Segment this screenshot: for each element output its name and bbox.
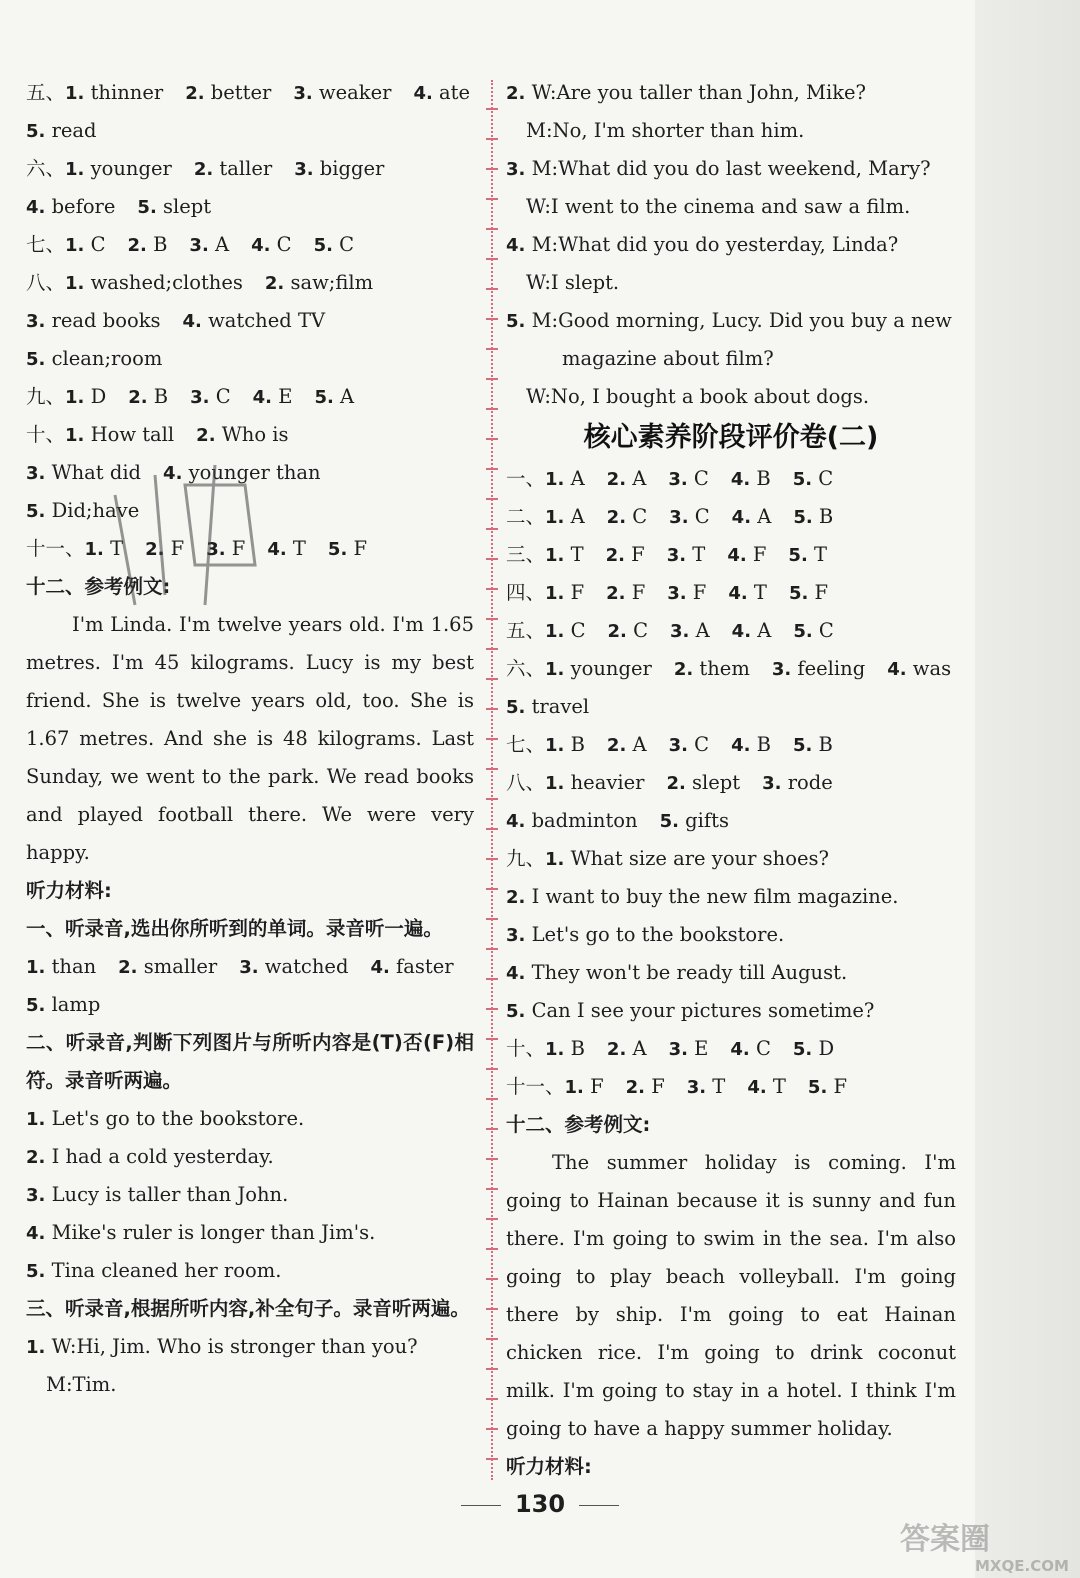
answer-text: A (333, 385, 355, 408)
sentence-line (506, 992, 956, 1030)
item-number: 2. (606, 735, 627, 756)
answer-text: ate (432, 81, 471, 104)
item-number: 3. (206, 539, 226, 560)
question-prefix: 四、 (506, 581, 546, 604)
answer-text: C (84, 233, 106, 256)
item-number: 5. (313, 235, 333, 256)
answer-line (506, 460, 956, 498)
answer-text: E (687, 1037, 709, 1060)
item-number: 1. (564, 1077, 584, 1098)
item-number: 2. (666, 773, 686, 794)
answer-text: A (689, 619, 710, 642)
question-prefix: 十一、 (26, 537, 85, 560)
item-number: 2. (264, 273, 285, 294)
item-number: 3. (239, 957, 259, 978)
sentence-text: Let's go to the bookstore. (45, 1107, 305, 1130)
item-number: 1. (545, 583, 565, 604)
watermark-logo (880, 1515, 1070, 1575)
answer-text: F (583, 1075, 604, 1098)
sentence-text: Lucy is taller than John. (45, 1183, 289, 1206)
answer-text: F (827, 1075, 848, 1098)
item-number: 3. (668, 469, 688, 490)
item-number: 4. (506, 811, 526, 832)
sentence-text: What size are your shoes? (570, 847, 829, 870)
item-number: 5. (788, 545, 808, 566)
item-number: 4. (730, 1039, 750, 1060)
answer-text: was (906, 657, 952, 680)
dialogue-line: W:No, I bought a book about dogs. (526, 385, 870, 408)
answer-line (26, 948, 474, 986)
sentence-text: I want to buy the new film magazine. (531, 885, 899, 908)
item-number: 4. (728, 583, 748, 604)
item-number: 2. (193, 159, 214, 180)
answer-text: F (746, 543, 767, 566)
dialogue-text: W:Hi, Jim. Who is stronger than you? (51, 1335, 418, 1358)
item-number: 2. (145, 539, 165, 560)
item-number: 1. (545, 735, 565, 756)
item-number: 2. (506, 83, 526, 104)
item-number: 4. (182, 311, 202, 332)
answer-text: T (686, 543, 706, 566)
answer-text: F (164, 537, 185, 560)
answer-line (26, 226, 474, 264)
page-edge-shadow (975, 0, 1080, 1578)
answer-line (506, 498, 956, 536)
item-number: 3. (686, 1077, 707, 1098)
sample-essay-heading: 十二、参考例文: (26, 575, 171, 598)
item-number: 4. (731, 621, 752, 642)
question-prefix: 六、 (26, 157, 66, 180)
question-prefix: 三、 (506, 543, 546, 566)
answer-text: slept (685, 771, 741, 794)
answer-line (506, 650, 956, 688)
question-prefix: 七、 (26, 233, 66, 256)
answer-text: than (45, 955, 97, 978)
item-number: 3. (666, 545, 687, 566)
answer-text: badminton (525, 809, 638, 832)
answer-text: B (750, 733, 771, 756)
item-number: 4. (506, 963, 526, 984)
item-number: 5. (137, 197, 157, 218)
question-prefix: 八、 (506, 771, 546, 794)
dialogue-line (506, 150, 956, 188)
answer-text: before (45, 195, 116, 218)
answer-text: D (812, 1037, 835, 1060)
watermark-url: MXQE.COM (975, 1557, 1069, 1575)
item-number: 5. (659, 811, 679, 832)
item-number: 1. (545, 621, 565, 642)
answer-text: thinner (84, 81, 164, 104)
item-number: 5. (792, 1039, 813, 1060)
answer-text: F (686, 581, 707, 604)
item-number: 2. (606, 583, 626, 604)
handwritten-mark (95, 455, 275, 615)
sentence-line (506, 954, 956, 992)
answer-text: How tall (84, 423, 175, 446)
item-number: 5. (26, 349, 46, 370)
question-prefix: 五、 (26, 81, 66, 104)
answer-line (506, 612, 956, 650)
watermark-brand: 答案圈 (900, 1522, 990, 1557)
answer-text: C (626, 619, 649, 642)
sample-essay-heading: 十二、参考例文: (506, 1113, 651, 1136)
answer-text: A (751, 619, 772, 642)
answer-line (26, 378, 474, 416)
answer-text: faster (389, 955, 454, 978)
column-divider (491, 80, 493, 1480)
item-number: 2. (605, 545, 625, 566)
item-number: 5. (26, 121, 46, 142)
listening-heading: 听力材料: (506, 1455, 592, 1478)
item-number: 5. (26, 1261, 46, 1282)
answer-line (26, 74, 474, 112)
sentence-line (26, 1214, 474, 1252)
item-number: 2. (506, 887, 526, 908)
answer-text: washed;clothes (84, 271, 243, 294)
item-number: 3. (26, 311, 46, 332)
item-number: 5. (506, 1001, 526, 1022)
answer-line (506, 1068, 956, 1106)
answer-line (26, 188, 474, 226)
question-prefix: 九、 (506, 847, 546, 870)
answer-line (26, 264, 474, 302)
answer-text: C (270, 233, 292, 256)
answer-text: T (747, 581, 767, 604)
item-number: 1. (65, 273, 85, 294)
item-number: 1. (545, 659, 565, 680)
dialogue-line (506, 302, 956, 340)
item-number: 2. (118, 957, 138, 978)
sentence-line (26, 1138, 474, 1176)
item-number: 1. (545, 1039, 565, 1060)
item-number: 3. (771, 659, 792, 680)
answer-text: gifts (678, 809, 729, 832)
sample-essay: I'm Linda. I'm twelve years old. I'm 1.65 metres. I'm 45 kilograms. Lucy is my best friend. She is twelve years old, too. She is 1.67 metres. And she is 48 kilograms. Last Sunday, we went to the park. We read books and played football there. We were very happy. (26, 613, 474, 864)
answer-text: T (766, 1075, 786, 1098)
item-number: 4. (727, 545, 747, 566)
item-number: 2. (606, 507, 627, 528)
sentence-line (506, 916, 956, 954)
answer-text: F (624, 543, 645, 566)
answer-text: younger (84, 157, 172, 180)
sentence-line (26, 1100, 474, 1138)
answer-text: A (751, 505, 772, 528)
answer-text: T (103, 537, 124, 560)
answer-line (26, 416, 474, 454)
answer-text: B (564, 1037, 585, 1060)
item-number: 4. (163, 463, 183, 484)
item-number: 5. (792, 469, 813, 490)
item-number: 1. (26, 1337, 46, 1358)
answer-line (506, 764, 956, 802)
answer-text: C (564, 619, 586, 642)
item-number: 3. (668, 1039, 688, 1060)
answer-text: watched TV (201, 309, 326, 332)
item-number: 1. (84, 539, 104, 560)
sample-essay: The summer holiday is coming. I'm going to Hainan because it is sunny and fun there. I'm going to swim in the sea. I'm also going to play beach volleyball. I'm going there by ship. I'm going to eat Hainan chicken rice. I'm going to drink coconut milk. I'm going to stay in a hotel. I think I'm going to have a happy summer holiday. (506, 1151, 956, 1440)
answer-text: T (286, 537, 306, 560)
answer-text: C (749, 1037, 771, 1060)
item-number: 2. (606, 469, 627, 490)
answer-text: C (626, 505, 648, 528)
item-number: 5. (314, 387, 334, 408)
item-number: 1. (65, 235, 85, 256)
item-number: 5. (26, 995, 46, 1016)
item-number: 3. (506, 925, 526, 946)
item-number: 1. (545, 773, 565, 794)
dialogue-line: M:Tim. (46, 1373, 117, 1396)
sentence-line (506, 840, 956, 878)
item-number: 4. (252, 387, 273, 408)
answer-text: C (209, 385, 231, 408)
page-number-dash (461, 1505, 501, 1506)
item-number: 1. (65, 159, 85, 180)
answer-text: F (225, 537, 246, 560)
answer-text: them (693, 657, 750, 680)
item-number: 2. (26, 1147, 46, 1168)
answer-text: C (688, 505, 710, 528)
question-prefix: 十、 (26, 423, 66, 446)
item-number: 4. (370, 957, 390, 978)
dialogue-line: M:No, I'm shorter than him. (526, 119, 805, 142)
item-number: 1. (545, 545, 565, 566)
sentence-text: Mike's ruler is longer than Jim's. (45, 1221, 376, 1244)
sentence-line (506, 878, 956, 916)
item-number: 4. (506, 235, 526, 256)
item-number: 4. (26, 197, 46, 218)
item-number: 3. (669, 507, 689, 528)
answer-line (506, 574, 956, 612)
item-number: 3. (668, 735, 688, 756)
answer-line (26, 302, 474, 340)
answer-text: younger (564, 657, 652, 680)
question-title: 一、听录音,选出你所听到的单词。录音听一遍。 (26, 917, 443, 940)
answer-text: B (812, 733, 833, 756)
answer-text: smaller (137, 955, 218, 978)
item-number: 5. (807, 1077, 828, 1098)
question-prefix: 七、 (506, 733, 546, 756)
item-number: 5. (792, 735, 813, 756)
question-prefix: 九、 (26, 385, 66, 408)
answer-text: bigger (313, 157, 385, 180)
item-number: 1. (545, 507, 565, 528)
answer-text: A (208, 233, 230, 256)
item-number: 3. (26, 1185, 46, 1206)
item-number: 4. (747, 1077, 767, 1098)
item-number: 4. (887, 659, 907, 680)
item-number: 2. (127, 235, 147, 256)
answer-text: lamp (45, 993, 101, 1016)
question-prefix: 六、 (506, 657, 546, 680)
question-prefix: 八、 (26, 271, 66, 294)
sentence-text: Tina cleaned her room. (45, 1259, 282, 1282)
listening-sentences (26, 1100, 474, 1290)
answer-text: F (808, 581, 829, 604)
item-number: 3. (293, 83, 313, 104)
item-number: 1. (545, 469, 565, 490)
answer-line (506, 802, 956, 840)
item-number: 4. (413, 83, 433, 104)
item-number: 3. (762, 773, 782, 794)
dialogue-line (506, 226, 956, 264)
item-number: 5. (506, 311, 526, 332)
dialogue-line: magazine about film? (562, 347, 774, 370)
answer-text: B (146, 233, 168, 256)
answer-text: better (204, 81, 272, 104)
dialogue-text: M:Good morning, Lucy. Did you buy a new (531, 309, 952, 332)
dialogue-line (506, 74, 956, 112)
page-number-text: 130 (514, 1490, 566, 1518)
answer-line (26, 986, 474, 1024)
answer-text: B (564, 733, 585, 756)
answer-text: C (687, 467, 709, 490)
item-number: 3. (667, 583, 687, 604)
item-number: 1. (65, 387, 85, 408)
answer-line (506, 688, 956, 726)
right-column (506, 74, 956, 1486)
answer-text: slept (156, 195, 212, 218)
answer-text: A (626, 733, 647, 756)
answer-text: F (347, 537, 368, 560)
item-number: 5. (327, 539, 348, 560)
item-number: 5. (793, 507, 813, 528)
answer-text: rode (781, 771, 833, 794)
answer-text: clean;room (45, 347, 163, 370)
answer-text: read (45, 119, 97, 142)
item-number: 4. (267, 539, 287, 560)
item-number: 5. (793, 621, 813, 642)
item-number: 1. (26, 1109, 46, 1130)
answer-text: T (807, 543, 828, 566)
question-prefix: 一、 (506, 467, 546, 490)
item-number: 2. (196, 425, 216, 446)
item-number: 1. (545, 849, 565, 870)
answer-line (506, 1030, 956, 1068)
question-title: 二、听录音,判断下列图片与所听内容是(T)否(F)相符。录音听两遍。 (26, 1031, 474, 1092)
answer-text: What did (45, 461, 142, 484)
dialogue-line: W:I slept. (526, 271, 620, 294)
dialogue-text: M:What did you do yesterday, Linda? (531, 233, 899, 256)
answer-text: D (84, 385, 107, 408)
answer-text: taller (213, 157, 273, 180)
listening-heading: 听力材料: (26, 879, 112, 902)
answer-text: T (706, 1075, 726, 1098)
item-number: 2. (607, 621, 627, 642)
answer-text: weaker (312, 81, 392, 104)
answer-text: F (645, 1075, 665, 1098)
sentence-text: They won't be ready till August. (531, 961, 848, 984)
answer-line (506, 726, 956, 764)
item-number: 3. (26, 463, 46, 484)
answer-text: A (626, 467, 647, 490)
answer-text: F (564, 581, 585, 604)
answer-text: F (625, 581, 646, 604)
section-title: 核心素养阶段评价卷(二) (583, 422, 879, 453)
item-number: 2. (185, 83, 205, 104)
left-column (26, 74, 474, 1404)
item-number: 4. (731, 735, 751, 756)
sentence-line (26, 1252, 474, 1290)
answer-text: feeling (791, 657, 866, 680)
answer-text: C (812, 619, 834, 642)
answer-text: Who is (215, 423, 289, 446)
answer-text: C (332, 233, 355, 256)
question-title: 三、听录音,根据所听内容,补全句子。录音听两遍。 (26, 1297, 470, 1320)
answer-line (26, 112, 474, 150)
answer-text: C (687, 733, 710, 756)
dialogue-text: M:What did you do last weekend, Mary? (531, 157, 931, 180)
answer-line (26, 150, 474, 188)
item-number: 2. (673, 659, 694, 680)
item-number: 4. (730, 469, 751, 490)
answer-text: B (750, 467, 771, 490)
item-number: 1. (26, 957, 46, 978)
item-number: 5. (788, 583, 809, 604)
answer-text: younger than (182, 461, 321, 484)
answer-text: C (812, 467, 834, 490)
item-number: 5. (26, 501, 46, 522)
question-prefix: 五、 (506, 619, 546, 642)
answer-text: saw;film (284, 271, 374, 294)
item-number: 3. (670, 621, 690, 642)
item-number: 4. (251, 235, 271, 256)
dialogue-line: W:I went to the cinema and saw a film. (526, 195, 911, 218)
dialogue-text: W:Are you taller than John, Mike? (531, 81, 867, 104)
answer-text: B (147, 385, 169, 408)
answer-text: watched (258, 955, 349, 978)
answer-line (506, 536, 956, 574)
dialogue-line (26, 1328, 474, 1366)
page-number (0, 1490, 1080, 1518)
item-number: 3. (189, 235, 209, 256)
sentence-text: Can I see your pictures sometime? (531, 999, 875, 1022)
page-number-dash (579, 1505, 619, 1506)
item-number: 1. (65, 425, 85, 446)
answer-text: A (626, 1037, 647, 1060)
answer-text: read books (45, 309, 161, 332)
answer-text: T (564, 543, 584, 566)
item-number: 4. (26, 1223, 46, 1244)
item-number: 3. (190, 387, 210, 408)
answer-text: heavier (564, 771, 645, 794)
item-number: 2. (606, 1039, 627, 1060)
answer-text: A (564, 505, 585, 528)
answer-text: E (272, 385, 293, 408)
item-number: 2. (625, 1077, 645, 1098)
answer-text: B (812, 505, 834, 528)
item-number: 1. (65, 83, 85, 104)
item-number: 3. (506, 159, 526, 180)
answer-text: travel (525, 695, 590, 718)
item-number: 2. (128, 387, 148, 408)
question-prefix: 十一、 (506, 1075, 565, 1098)
sentence-line (26, 1176, 474, 1214)
answer-text: Did;have (45, 499, 140, 522)
item-number: 4. (731, 507, 752, 528)
answer-line (26, 340, 474, 378)
item-number: 3. (294, 159, 314, 180)
question-prefix: 十、 (506, 1037, 546, 1060)
answer-text: A (564, 467, 585, 490)
item-number: 5. (506, 697, 526, 718)
question-prefix: 二、 (506, 505, 546, 528)
sentence-text: I had a cold yesterday. (45, 1145, 274, 1168)
sentence-text: Let's go to the bookstore. (531, 923, 785, 946)
